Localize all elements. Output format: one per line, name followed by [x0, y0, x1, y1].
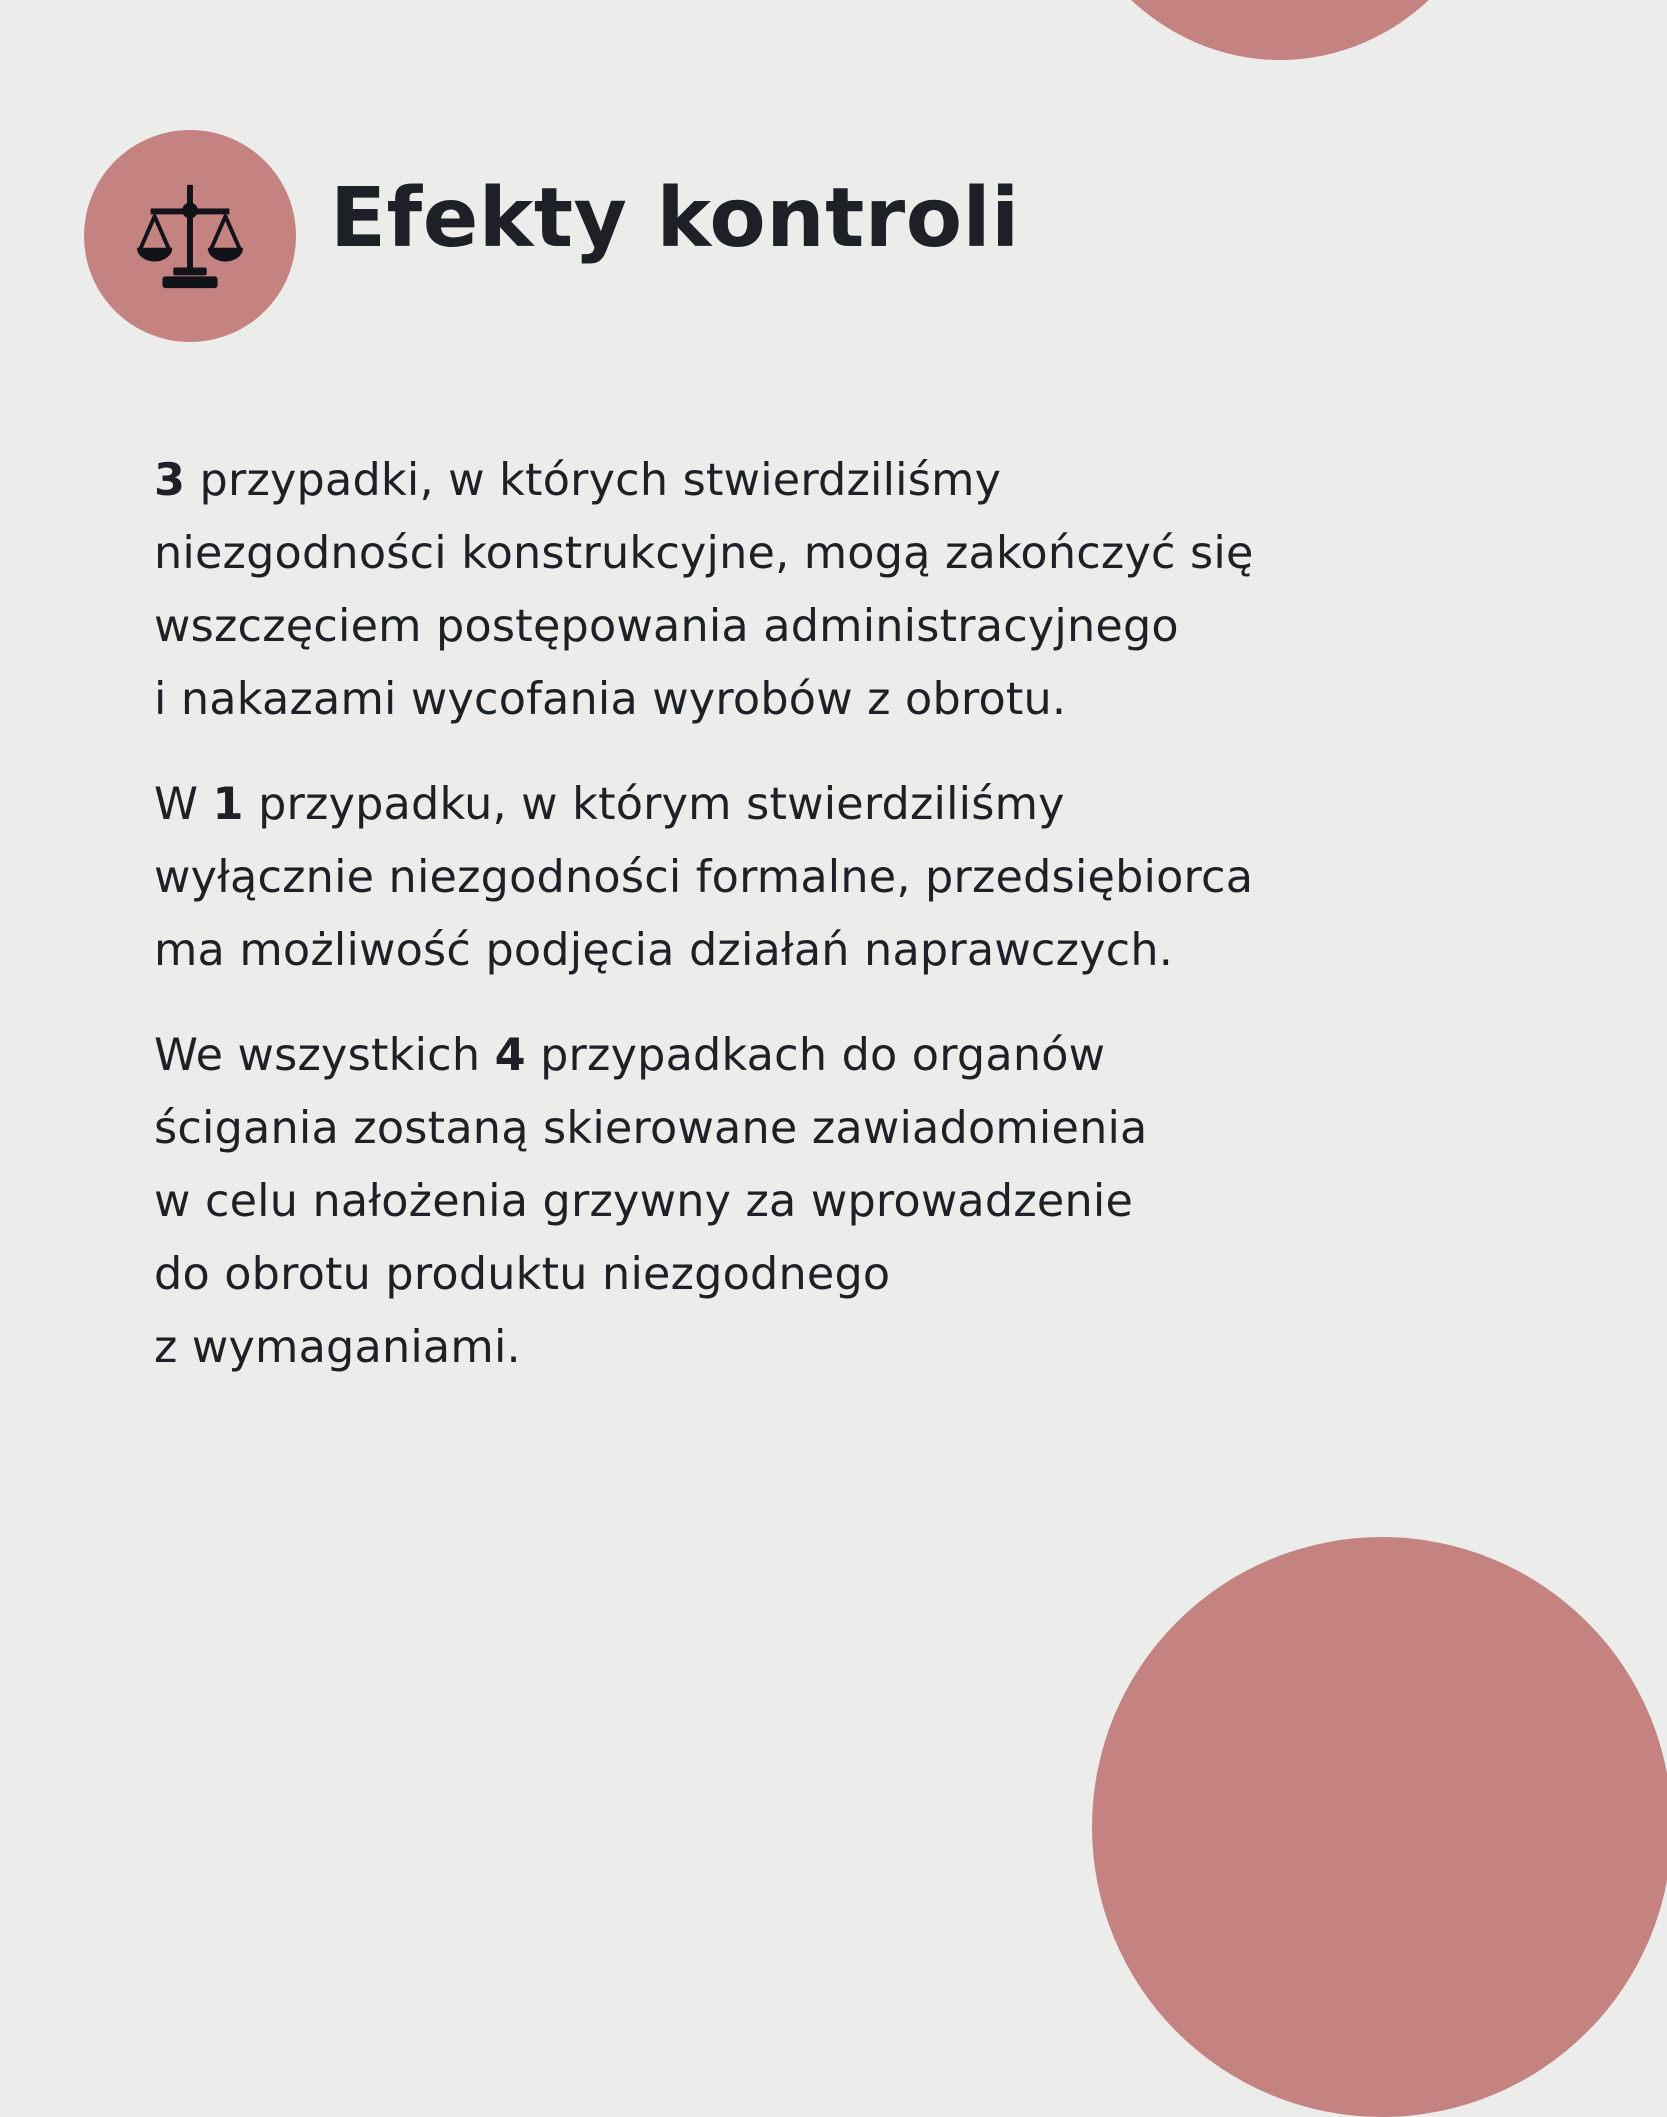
- paragraph-line: w celu nałożenia grzywny za wprowadzenie: [154, 1176, 1134, 1227]
- scales-of-justice-icon: [131, 177, 249, 295]
- case-count: 1: [212, 779, 244, 830]
- paragraph-line: do obrotu produktu niezgodnego: [154, 1249, 891, 1300]
- decorative-circle-top: [1055, 0, 1505, 60]
- paragraph-line: wyłącznie niezgodności formalne, przedsiębiorca: [154, 852, 1254, 903]
- paragraph-line: przypadku, w którym stwierdziliśmy: [243, 779, 1065, 830]
- paragraph-prefix: W: [154, 779, 213, 830]
- paragraph-line: z wymaganiami.: [154, 1322, 521, 1373]
- paragraph-three-cases: [154, 444, 1574, 736]
- paragraph-prefix: We wszystkich: [154, 1030, 495, 1081]
- header-icon-badge: [84, 130, 296, 342]
- page-title: Efekty kontroli: [330, 171, 1020, 266]
- paragraph-line: przypadkach do organów: [525, 1030, 1106, 1081]
- paragraph-line: wszczęciem postępowania administracyjnego: [154, 601, 1179, 652]
- case-count: 3: [154, 455, 186, 506]
- paragraph-one-case: [154, 768, 1574, 987]
- paragraph-line: i nakazami wycofania wyrobów z obrotu.: [154, 674, 1067, 725]
- paragraph-line: ścigania zostaną skierowane zawiadomienia: [154, 1103, 1148, 1154]
- content-body: [154, 444, 1574, 1384]
- case-count: 4: [494, 1030, 526, 1081]
- paragraph-line: przypadki, w których stwierdziliśmy: [185, 455, 1002, 506]
- paragraph-line: ma możliwość podjęcia działań naprawczych.: [154, 925, 1174, 976]
- paragraph-four-cases: [154, 1019, 1574, 1384]
- paragraph-line: niezgodności konstrukcyjne, mogą zakończyć się: [154, 528, 1254, 579]
- decorative-circle-bottom: [1092, 1537, 1667, 2117]
